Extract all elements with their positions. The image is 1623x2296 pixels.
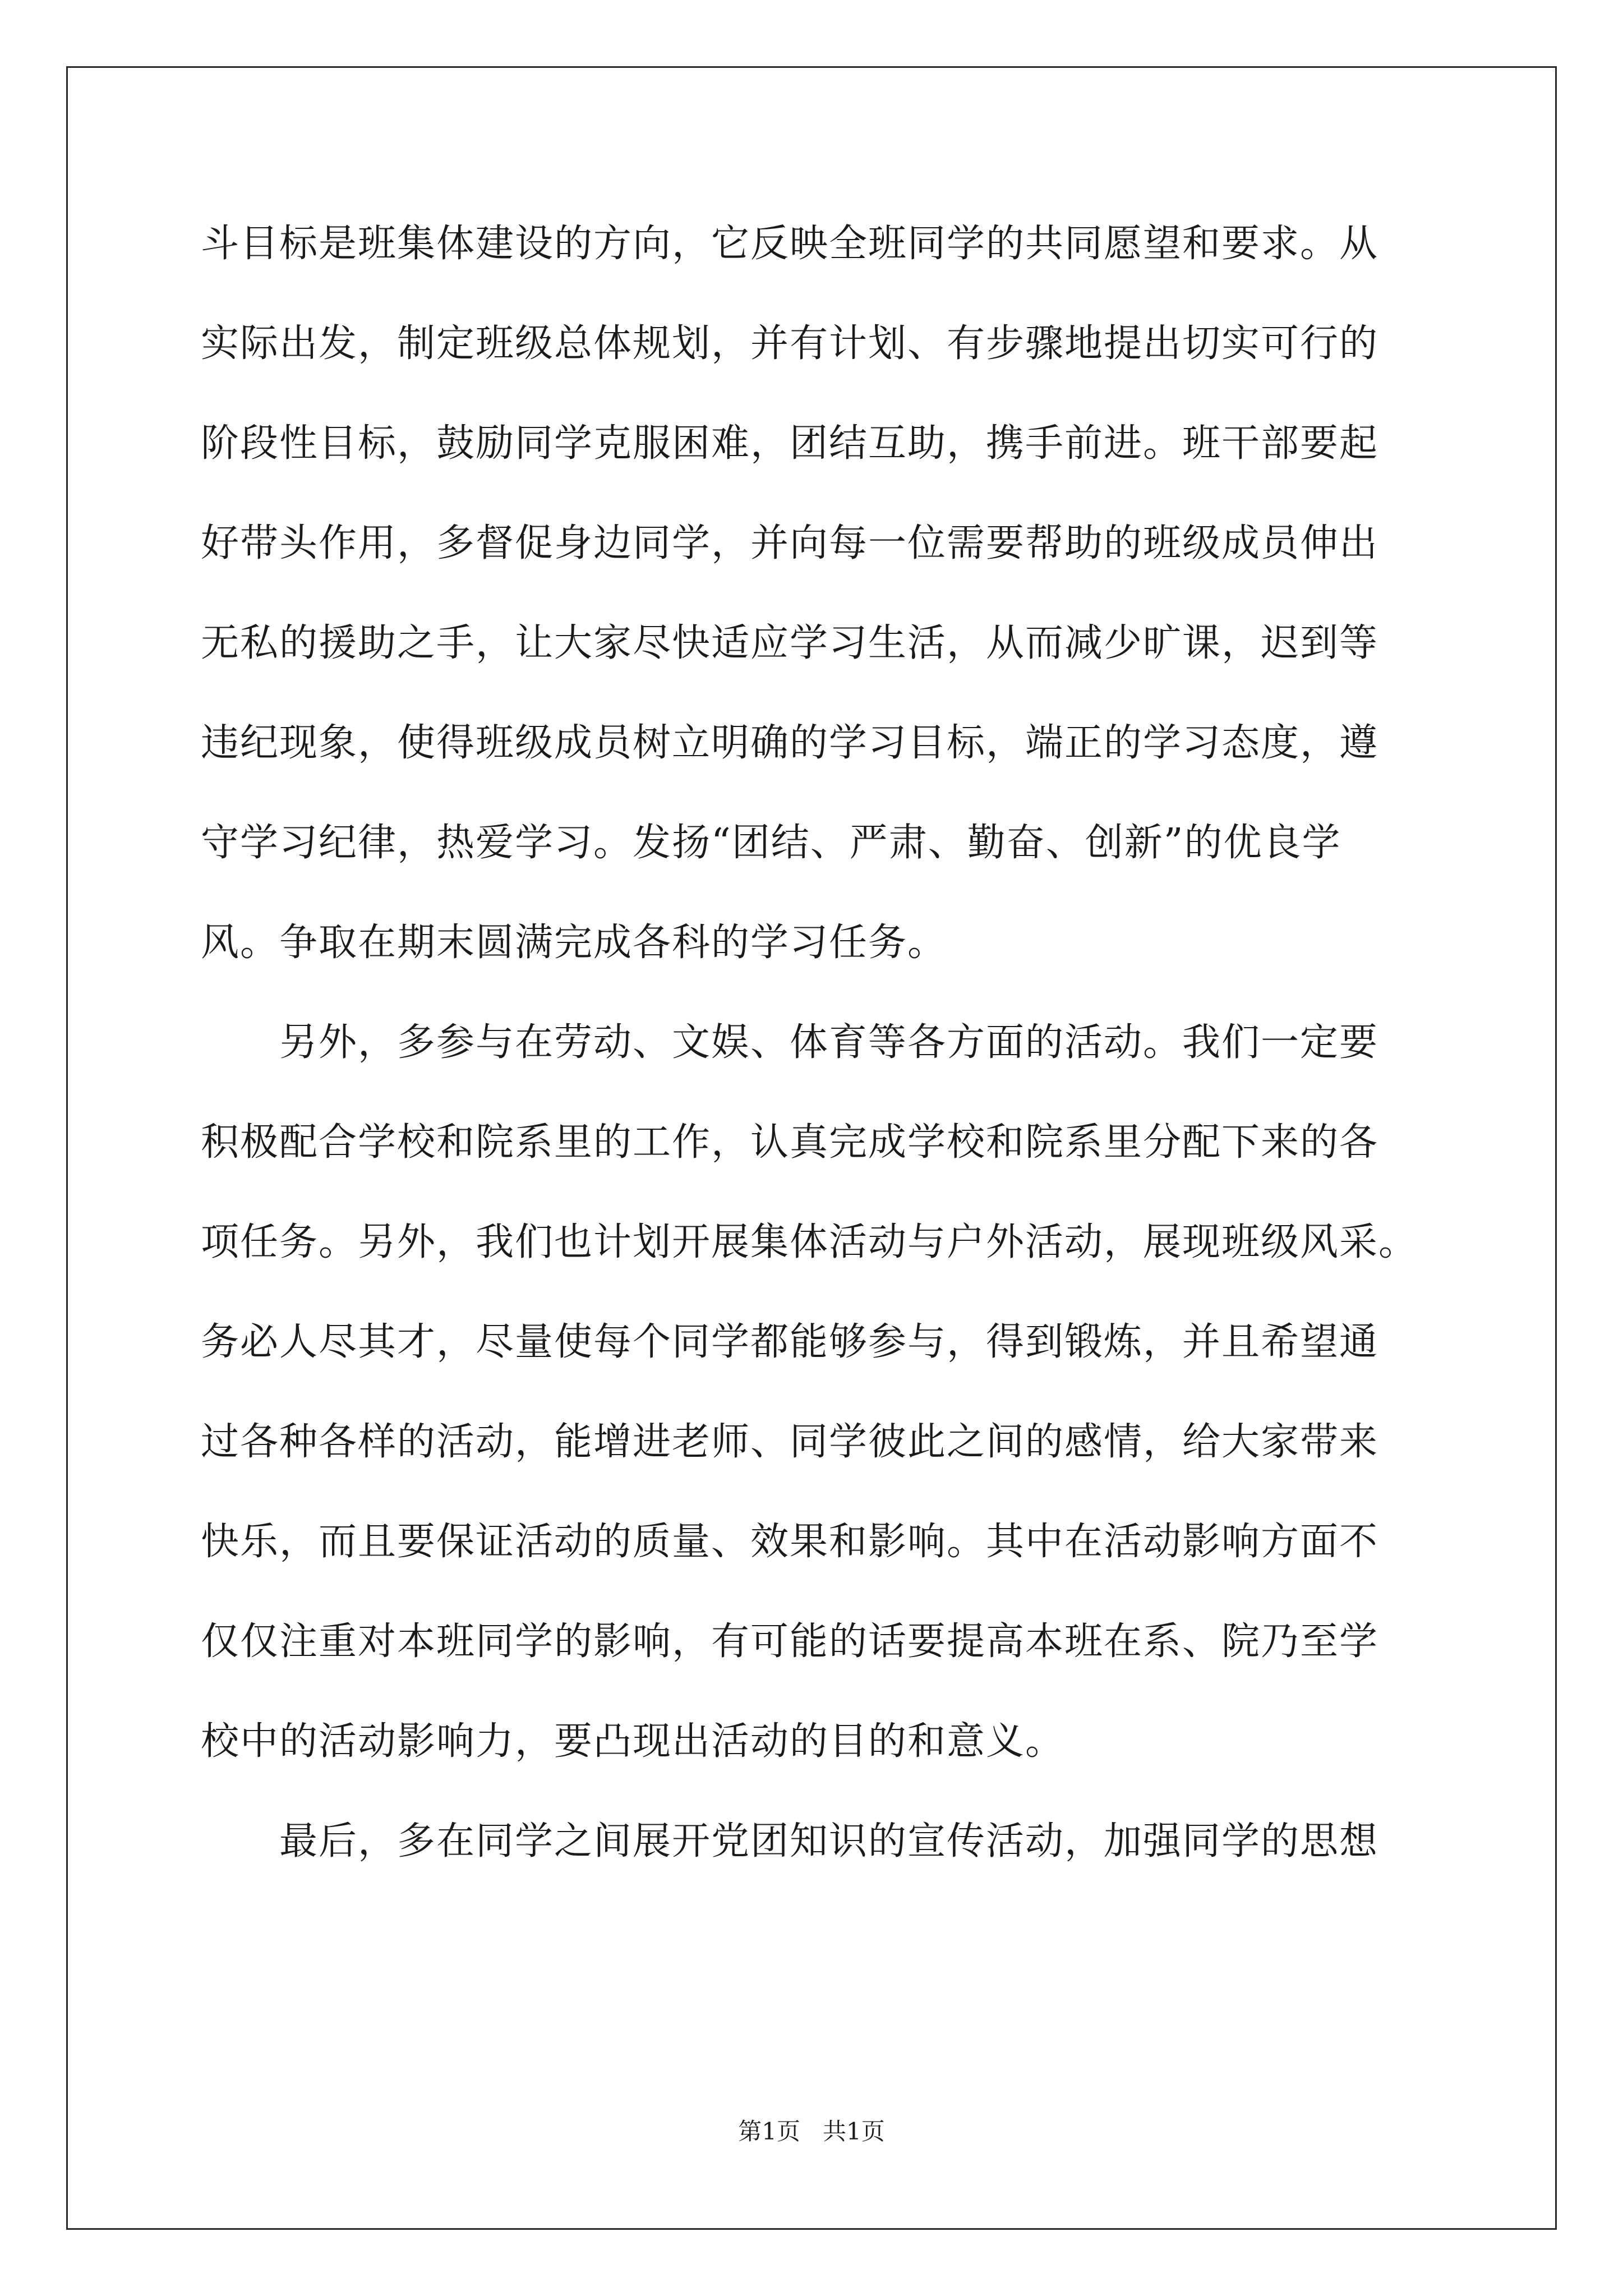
text-line: 积极配合学校和院系里的工作，认真完成学校和院系里分配下来的各: [201, 1120, 1379, 1165]
text-line: 风。争取在期末圆满完成各科的学习任务。: [201, 921, 947, 965]
text-line: 好带头作用，多督促身边同学，并向每一位需要帮助的班级成员伸出: [201, 521, 1379, 565]
text-line: 另外，多参与在劳动、文娱、体育等各方面的活动。我们一定要: [279, 1020, 1379, 1065]
document-body: [201, 194, 1491, 1892]
text-line: 务必人尽其才，尽量使每个同学都能够参与，得到锻炼，并且希望通: [201, 1320, 1379, 1364]
text-line: 校中的活动影响力，要凸现出活动的目的和意义。: [201, 1719, 1065, 1764]
text-line: 过各种各样的活动，能增进老师、同学彼此之间的感情，给大家带来: [201, 1420, 1379, 1464]
paragraph: [201, 993, 1491, 1792]
text-line: 守学习纪律，热爱学习。发扬“团结、严肃、勤奋、创新”的优良学: [201, 821, 1341, 865]
page-footer: 第1页 共1页: [738, 2118, 885, 2145]
text-line: 快乐，而且要保证活动的质量、效果和影响。其中在活动影响方面不: [201, 1520, 1379, 1564]
text-line: 无私的援助之手，让大家尽快适应学习生活，从而减少旷课，迟到等: [201, 621, 1379, 665]
text-line: 仅仅注重对本班同学的影响，有可能的话要提高本班在系、院乃至学: [201, 1619, 1379, 1664]
text-line: 斗目标是班集体建设的方向，它反映全班同学的共同愿望和要求。从: [201, 222, 1379, 266]
text-line: 阶段性目标，鼓励同学克服困难，团结互助，携手前进。班干部要起: [201, 421, 1379, 466]
paragraph: [201, 194, 1491, 993]
paragraph: [201, 1792, 1491, 1892]
text-line: 项任务。另外，我们也计划开展集体活动与户外活动，展现班级风采。: [201, 1220, 1418, 1264]
text-line: 违纪现象，使得班级成员树立明确的学习目标，端正的学习态度，遵: [201, 721, 1379, 765]
text-line: 实际出发，制定班级总体规划，并有计划、有步骤地提出切实可行的: [201, 321, 1379, 366]
text-line: 最后，多在同学之间展开党团知识的宣传活动，加强同学的思想: [279, 1819, 1379, 1864]
